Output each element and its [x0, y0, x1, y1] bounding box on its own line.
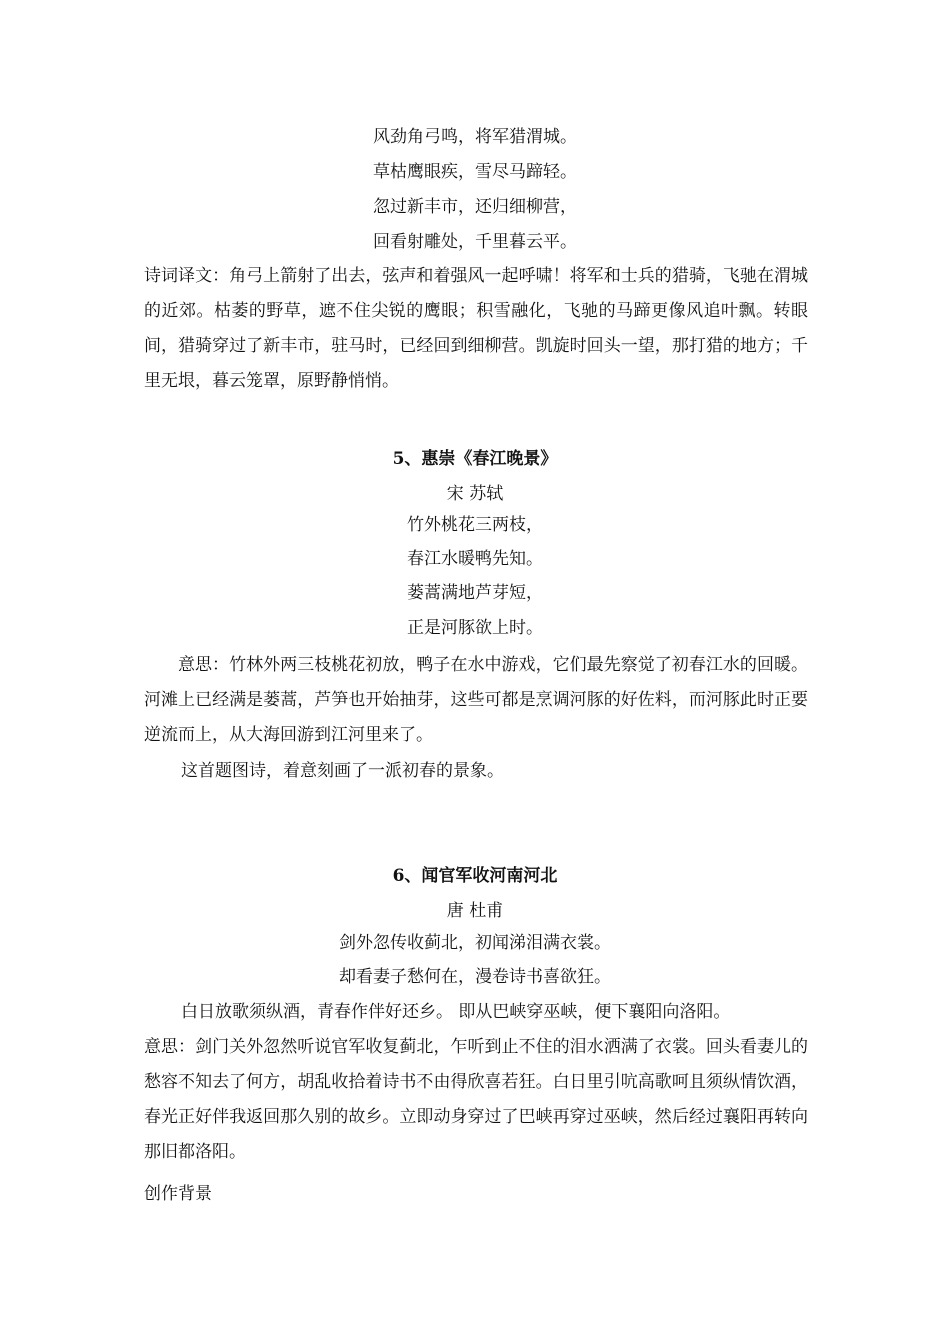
poem5-meaning: 意思：竹林外两三枝桃花初放，鸭子在水中游戏，它们最先察觉了初春江水的回暖。河滩上已经满是蒌蒿，芦笋也开始抽芽，这些可都是烹调河豚的好佐料，而河豚此时正要逆流而上，从大海回游到江河里来了。 [144, 655, 808, 745]
poem4-line-4: 回看射雕处，千里暮云平。 [373, 232, 577, 252]
poem5-title: 5、惠崇《春江晚景》 [392, 449, 558, 469]
poem4-line-2: 草枯鹰眼疾，雪尽马蹄轻。 [373, 162, 577, 182]
poem6-line-3: 白日放歌须纵酒，青春作伴好还乡。 即从巴峡穿巫峡，便下襄阳向洛阳。 [181, 1002, 731, 1022]
poem6-author: 唐 杜甫 [446, 901, 504, 921]
poem4-translation: 诗词译文：角弓上箭射了出去，弦声和着强风一起呼啸！将军和士兵的猎骑，飞驰在渭城的近郊。枯萎的野草，遮不住尖锐的鹰眼；积雪融化，飞驰的马蹄更像风追叶飘。转眼间，猎骑穿过了新丰市，驻马时，已经回到细柳营。凯旋时回头一望，那打猎的地方；千里无垠，暮云笼罩，原野静悄悄。 [144, 266, 808, 391]
poem5-line-3: 蒌蒿满地芦芽短， [407, 583, 543, 603]
poem6-line-1: 剑外忽传收蓟北，初闻涕泪满衣裳。 [339, 933, 611, 953]
poem6-title: 6、闻官军收河南河北 [392, 866, 558, 886]
poem4-line-3: 忽过新丰市，还归细柳营， [373, 197, 577, 217]
poem5-note: 这首题图诗，着意刻画了一派初春的景象。 [181, 761, 504, 781]
poem6-meaning: 意思：剑门关外忽然听说官军收复蓟北，乍听到止不住的泪水洒满了衣裳。回头看妻儿的愁容不知去了何方，胡乱收拾着诗书不由得欣喜若狂。白日里引吭高歌呵且须纵情饮酒，春光正好伴我返回那久别的故乡。立即动身穿过了巴峡再穿过巫峡，然后经过襄阳再转向那旧都洛阳。 [144, 1037, 808, 1162]
poem6-background-heading: 创作背景 [144, 1184, 212, 1204]
poem5-line-4: 正是河豚欲上时。 [407, 618, 543, 638]
poem5-author: 宋 苏轼 [446, 484, 504, 504]
poem5-line-2: 春江水暖鸭先知。 [407, 549, 543, 569]
poem6-line-2: 却看妻子愁何在，漫卷诗书喜欲狂。 [339, 967, 611, 987]
poem4-line-1: 风劲角弓鸣，将军猎渭城。 [373, 127, 577, 147]
poem5-line-1: 竹外桃花三两枝， [407, 515, 543, 535]
